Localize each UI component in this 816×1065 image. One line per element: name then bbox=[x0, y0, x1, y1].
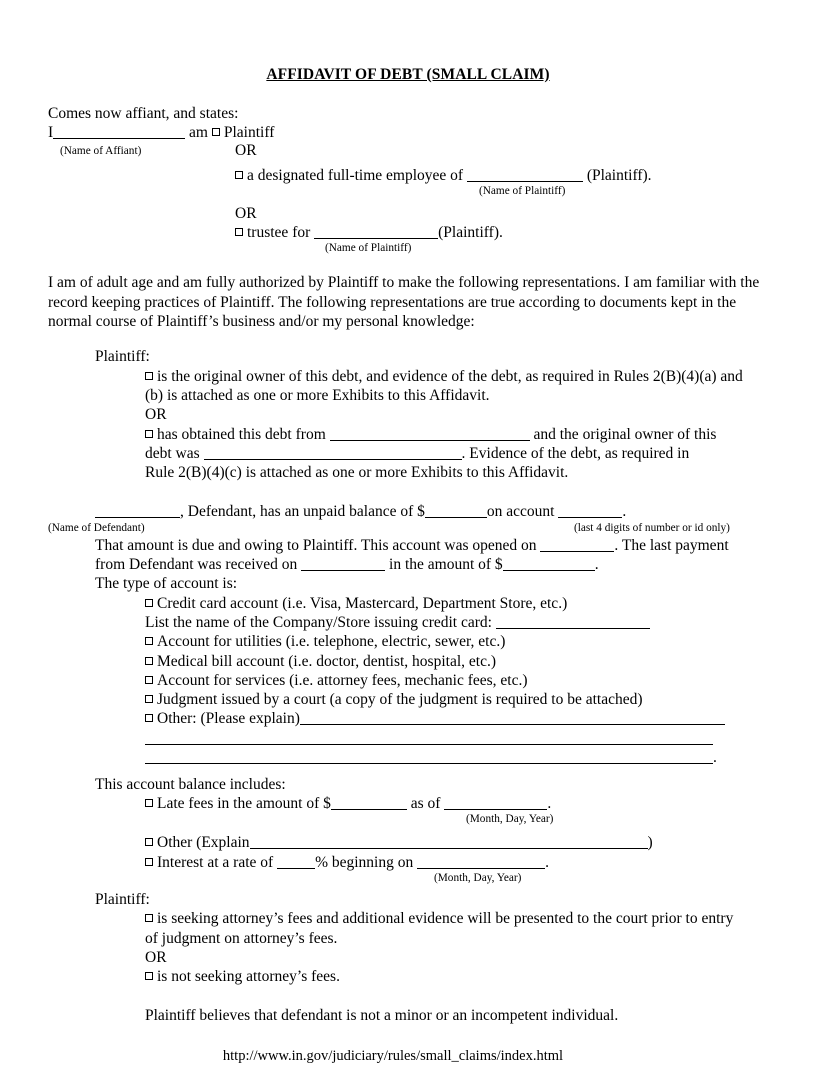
seeking-fees-line1: is seeking attorney’s fees and additional evidence will be presented to the court prior to entry bbox=[157, 910, 734, 928]
late-fees-date-caption: (Month, Day, Year) bbox=[466, 813, 554, 826]
includes-other-row bbox=[145, 833, 765, 852]
interest-mid: % beginning on bbox=[315, 853, 414, 871]
option-employee-pre: a designated full-time employee of bbox=[247, 166, 464, 184]
or-label-2-row bbox=[235, 204, 816, 223]
checkbox-original-owner[interactable] bbox=[145, 372, 153, 380]
affiant-name-blank[interactable] bbox=[53, 124, 185, 140]
original-owner-blank[interactable] bbox=[204, 444, 462, 460]
affiant-caption-row bbox=[0, 143, 816, 162]
checkbox-services[interactable] bbox=[145, 676, 153, 684]
last-payment-amount-blank[interactable] bbox=[503, 555, 595, 571]
balance-line-3 bbox=[95, 555, 765, 574]
includes-other-close: ) bbox=[647, 834, 653, 852]
account-type-utilities-label: Account for utilities (i.e. telephone, electric, sewer, etc.) bbox=[157, 633, 506, 651]
list-company-row bbox=[145, 613, 765, 632]
plaintiff-heading-1: Plaintiff: bbox=[95, 348, 150, 366]
account-type-utilities-row bbox=[145, 632, 765, 651]
balance-period: . bbox=[622, 503, 627, 521]
or-label-1: OR bbox=[235, 141, 257, 159]
ownership-obtained-line2-post: . Evidence of the debt, as required in bbox=[461, 444, 690, 462]
company-store-name-blank[interactable] bbox=[496, 613, 650, 629]
obtained-from-blank[interactable] bbox=[330, 425, 530, 441]
account-type-credit-card-row bbox=[145, 594, 765, 613]
interest-begin-date-blank[interactable] bbox=[417, 853, 545, 869]
checkbox-seeking-attorney-fees[interactable] bbox=[145, 914, 153, 922]
late-fees-post: . bbox=[547, 795, 552, 813]
account-opened-blank[interactable] bbox=[540, 536, 614, 552]
ownership-or-row bbox=[145, 405, 765, 424]
checkbox-plaintiff[interactable] bbox=[212, 128, 220, 136]
balance-captions-row bbox=[0, 522, 816, 536]
intro-section bbox=[48, 104, 765, 123]
account-type-other-row bbox=[145, 709, 765, 728]
balance-defendant-mid: , Defendant, has an unpaid balance of $ bbox=[180, 503, 425, 521]
balance-line-2 bbox=[95, 536, 765, 555]
balance-line-1 bbox=[95, 502, 765, 521]
trustee-plaintiff-name-blank[interactable] bbox=[314, 223, 438, 239]
account-type-medical-row bbox=[145, 652, 765, 671]
checkbox-utilities[interactable] bbox=[145, 637, 153, 645]
ownership-obtained-line2-pre: debt was bbox=[145, 444, 200, 462]
affiant-name-caption: (Name of Affiant) bbox=[60, 144, 142, 157]
last-payment-date-blank[interactable] bbox=[301, 555, 385, 571]
ownership-or-label: OR bbox=[145, 406, 167, 424]
option-trustee-pre: trustee for bbox=[247, 224, 311, 242]
other-explain-line-3-row bbox=[145, 748, 816, 767]
account-type-services-row bbox=[145, 671, 765, 690]
trustee-plaintiff-caption: (Name of Plaintiff) bbox=[325, 242, 412, 255]
account-number-caption: (last 4 digits of number or id only) bbox=[574, 521, 730, 534]
account-type-credit-card-label: Credit card account (i.e. Visa, Mastercard, Department Store, etc.) bbox=[157, 594, 568, 612]
balance-line2-pre: That amount is due and owing to Plaintiff. This account was opened on bbox=[95, 536, 537, 554]
plaintiff-heading-2: Plaintiff: bbox=[95, 890, 150, 908]
option-plaintiff-label: Plaintiff bbox=[223, 124, 275, 142]
authorization-paragraph: I am of adult age and am fully authorized by Plaintiff to make the following representations. I am familiar with the record keeping practices of Plaintiff. The following representations are true according to documents kept in the normal course of Plaintiff’s business and/or my personal knowledge: bbox=[48, 274, 760, 331]
employee-plaintiff-name-blank[interactable] bbox=[467, 166, 583, 182]
seeking-fees-row bbox=[145, 909, 765, 928]
account-type-services-label: Account for services (i.e. attorney fees, mechanic fees, etc.) bbox=[157, 671, 528, 689]
interest-pre: Interest at a rate of bbox=[157, 853, 274, 871]
includes-other-blank[interactable] bbox=[250, 834, 648, 850]
trustee-option-row bbox=[235, 223, 765, 242]
ownership-obtained-row bbox=[145, 425, 765, 444]
ownership-obtained-line3-row bbox=[145, 463, 765, 482]
seeking-fees-line2-row bbox=[145, 929, 765, 948]
includes-heading: This account balance includes: bbox=[95, 775, 286, 793]
checkbox-late-fees[interactable] bbox=[145, 799, 153, 807]
account-type-heading: The type of account is: bbox=[95, 575, 238, 593]
checkbox-other-account-type[interactable] bbox=[145, 714, 153, 722]
balance-on-account: on account bbox=[486, 503, 555, 521]
option-employee-post: (Plaintiff). bbox=[586, 166, 652, 184]
employee-caption-row bbox=[0, 185, 816, 200]
other-account-trailing-period: . bbox=[713, 748, 717, 766]
ownership-original-line2-row bbox=[145, 386, 765, 405]
attorney-fees-or-label: OR bbox=[145, 948, 167, 966]
other-account-explain-blank-2[interactable] bbox=[145, 729, 713, 745]
balance-line3-mid: in the amount of $ bbox=[389, 556, 503, 574]
defendant-name-caption: (Name of Defendant) bbox=[48, 521, 145, 534]
includes-other-label: Other (Explain bbox=[157, 834, 250, 852]
attorney-fees-or-row bbox=[145, 948, 765, 967]
checkbox-obtained-debt[interactable] bbox=[145, 430, 153, 438]
or-label-2: OR bbox=[235, 204, 257, 222]
footer-url: http://www.in.gov/judiciary/rules/small_claims/index.html bbox=[222, 1047, 564, 1064]
checkbox-not-seeking-attorney-fees[interactable] bbox=[145, 972, 153, 980]
trustee-caption-row bbox=[0, 242, 816, 257]
seeking-fees-line2: of judgment on attorney’s fees. bbox=[145, 929, 338, 947]
late-fees-date-blank[interactable] bbox=[444, 794, 547, 810]
affiant-line bbox=[48, 123, 765, 142]
account-type-other-label: Other: (Please explain) bbox=[157, 710, 300, 728]
employee-plaintiff-caption: (Name of Plaintiff) bbox=[479, 184, 566, 197]
intro-line: Comes now affiant, and states: bbox=[48, 105, 239, 122]
account-type-medical-label: Medical bill account (i.e. doctor, dentist, hospital, etc.) bbox=[157, 652, 496, 670]
account-number-blank[interactable] bbox=[558, 503, 622, 519]
checkbox-includes-other[interactable] bbox=[145, 838, 153, 846]
balance-line3-pre: from Defendant was received on bbox=[95, 556, 298, 574]
account-type-judgment-label: Judgment issued by a court (a copy of the judgment is required to be attached) bbox=[157, 691, 643, 709]
checkbox-interest[interactable] bbox=[145, 858, 153, 866]
defendant-name-blank[interactable] bbox=[95, 503, 180, 519]
ownership-obtained-mid: and the original owner of this bbox=[533, 425, 717, 443]
not-seeking-fees-label: is not seeking attorney’s fees. bbox=[157, 968, 340, 986]
page-title: AFFIDAVIT OF DEBT (SMALL CLAIM) bbox=[266, 66, 550, 83]
other-account-explain-blank-1[interactable] bbox=[300, 710, 725, 726]
interest-row bbox=[145, 853, 765, 872]
ownership-obtained-line3: Rule 2(B)(4)(c) is attached as one or more Exhibits to this Affidavit. bbox=[145, 464, 569, 482]
other-account-explain-blank-3[interactable] bbox=[145, 748, 713, 764]
list-company-label: List the name of the Company/Store issuing credit card: bbox=[145, 613, 492, 631]
late-fees-amount-blank[interactable] bbox=[331, 794, 407, 810]
balance-line2-post: . The last payment bbox=[614, 536, 729, 554]
ownership-original-row bbox=[145, 367, 765, 386]
interest-rate-blank[interactable] bbox=[277, 853, 315, 869]
account-type-judgment-row bbox=[145, 690, 765, 709]
ownership-original-line2: (b) is attached as one or more Exhibits to this Affidavit. bbox=[145, 386, 490, 404]
checkbox-trustee[interactable] bbox=[235, 228, 243, 236]
checkbox-credit-card[interactable] bbox=[145, 599, 153, 607]
option-trustee-post: (Plaintiff). bbox=[438, 224, 503, 242]
belief-statement: Plaintiff believes that defendant is not a minor or an incompetent individual. bbox=[145, 1007, 619, 1025]
late-fees-row bbox=[145, 794, 765, 813]
checkbox-designated-employee[interactable] bbox=[235, 171, 243, 179]
affiant-am-label: am bbox=[189, 124, 208, 142]
employee-option-row bbox=[235, 166, 765, 185]
affiant-prefix: I bbox=[48, 124, 54, 142]
interest-caption-row bbox=[0, 872, 816, 888]
ownership-obtained-line2-row bbox=[145, 444, 765, 463]
not-seeking-fees-row bbox=[145, 967, 765, 986]
unpaid-balance-blank[interactable] bbox=[425, 503, 487, 519]
interest-date-caption: (Month, Day, Year) bbox=[434, 871, 522, 884]
checkbox-judgment[interactable] bbox=[145, 695, 153, 703]
balance-line3-post: . bbox=[594, 556, 599, 574]
checkbox-medical[interactable] bbox=[145, 657, 153, 665]
interest-post: . bbox=[545, 853, 549, 871]
other-explain-line-2-row bbox=[145, 729, 816, 748]
late-fees-pre: Late fees in the amount of $ bbox=[157, 795, 331, 813]
ownership-original-line1: is the original owner of this debt, and evidence of the debt, as required in Rules 2(B)(4)(a) and bbox=[157, 367, 743, 385]
late-fees-caption-row bbox=[0, 813, 816, 829]
late-fees-mid: as of bbox=[410, 795, 441, 813]
ownership-obtained-pre: has obtained this debt from bbox=[157, 425, 326, 443]
